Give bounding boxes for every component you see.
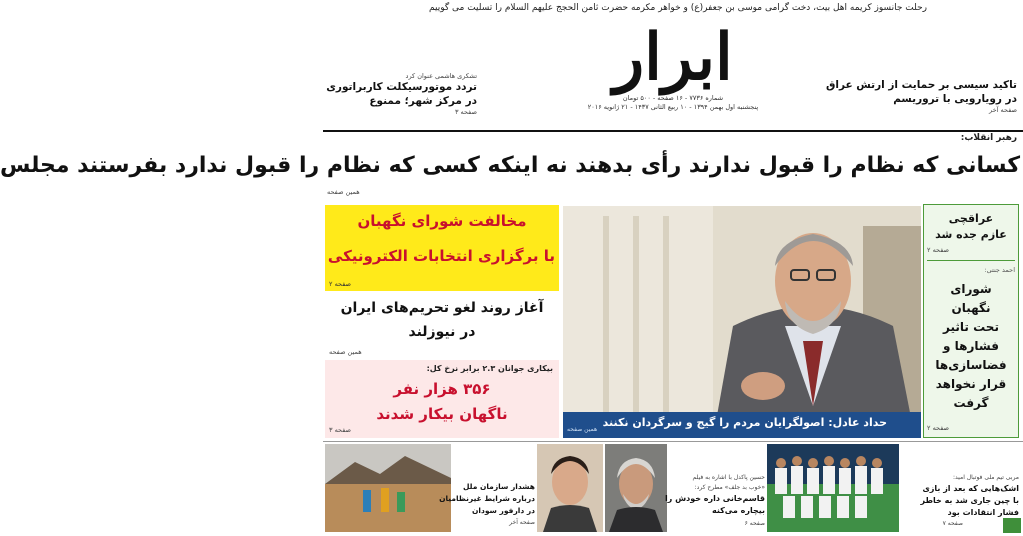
- actor-photo: [537, 444, 603, 532]
- jannati-line-1: شورای: [950, 282, 992, 296]
- jannati-line-6: قرار نخواهد: [935, 377, 1007, 391]
- teaser-sisi-line2: در رویارویی با تروریسم: [893, 93, 1017, 105]
- bottom-strip-divider: [323, 441, 1023, 442]
- pakdel-line1[interactable]: قاسم‌خانی داره خودش را: [664, 494, 765, 503]
- teaser-sisi-page: صفحه آخر: [989, 106, 1017, 114]
- corner-badge: [1003, 518, 1021, 533]
- jannati-line-2: نگهبان: [951, 301, 991, 315]
- football-line2[interactable]: با چین جاری شد به خاطر: [920, 496, 1019, 505]
- teaser-motorcycle-line2: در مرکز شهر؛ ممنوع: [369, 95, 477, 107]
- jannati-line-7: گرفت: [953, 396, 989, 410]
- pakdel-kicker1: حسین پاکدل با اشاره به فیلم: [692, 474, 765, 481]
- teaser-sisi[interactable]: [825, 78, 1017, 114]
- darfur-page: صفحه آخر: [509, 519, 535, 526]
- jannati-line-4: فشارها و: [943, 339, 999, 353]
- yellow-story-line2: با برگزاری انتخابات الکترونیکی: [327, 247, 555, 265]
- unemployment-kicker: بیکاری جوانان ۲.۳ برابر نرخ کل:: [426, 364, 553, 373]
- darfur-line3[interactable]: در دارفور سودان: [472, 506, 535, 515]
- issue-date: پنجشنبه اول بهمن ۱۳۹۴ - ۱۰ ربیع الثانی ۱۴۳۷ - ۲۱ ژانویه ۲۰۱۶: [587, 103, 759, 111]
- actor-illustration: [537, 444, 603, 532]
- football-line3[interactable]: فشار انتقادات بود: [947, 508, 1019, 517]
- newspaper-logo: ابرار: [613, 20, 733, 95]
- darfur-illustration: [325, 444, 451, 532]
- main-headline[interactable]: کسانی که نظام را قبول ندارند رأی بدهند نه اینکه کسی که نظام را قبول ندارد بفرستند مجلس: [0, 153, 1020, 178]
- jannati-kicker: احمد جنتی:: [984, 266, 1015, 274]
- darfur-line2[interactable]: درباره شرایط غیرنظامیان: [439, 494, 535, 503]
- jannati-line-3: تحت تاثیر: [943, 320, 999, 334]
- photo-caption[interactable]: حداد عادل: اصولگرایان مردم را گیج و سرگردان نکنند: [602, 416, 887, 429]
- pakdel-kicker2: «خوب بد جلف» مطرح کرد:: [694, 484, 765, 491]
- jannati-line-5: فضاسازی‌ها: [935, 358, 1007, 372]
- yellow-story-line1: مخالفت شورای نگهبان: [357, 212, 527, 230]
- unemployment-page: صفحه ۳: [329, 426, 352, 434]
- yellow-story-page: صفحه ۲: [329, 280, 352, 288]
- unemployment-line2: ناگهان بیکار شدند: [376, 405, 508, 423]
- main-photo: [563, 206, 921, 438]
- sanctions-story-page: همین صفحه: [329, 348, 362, 356]
- teaser-motorcycle-kicker: تشکری هاشمی عنوان کرد: [405, 72, 477, 80]
- football-line1[interactable]: اشک‌هایی که بعد از بازی: [922, 484, 1019, 493]
- araghchi-headline-line1: عراقچی: [948, 212, 994, 225]
- dedication-line: رحلت جانسوز کریمه اهل بیت، دخت گرامی موسی بن جعفر(ع) و خواهر مکرمه حضرت ثامن الحجج علیهم السلام را تسلیت می گوییم: [429, 3, 927, 13]
- araghchi-page: صفحه ۲: [927, 246, 950, 254]
- teaser-motorcycle-page: صفحه ۳: [454, 108, 477, 116]
- portrait-illustration: [563, 206, 921, 438]
- teaser-motorcycle-line1: تردد موتورسیکلت کاربراتوری: [326, 81, 477, 93]
- teaser-sisi-line1: تاکید سیسی بر حمایت از ارتش عراق: [825, 79, 1017, 91]
- teaser-motorcycle[interactable]: [327, 72, 477, 116]
- issue-info: شماره ۷۷۳۶ - ۱۶ صفحه - ۵۰۰ تومان: [622, 94, 724, 102]
- pakdel-line2[interactable]: بیچاره می‌کنه: [712, 506, 765, 515]
- sanctions-story-line1[interactable]: آغاز روند لغو تحریم‌های ایران: [340, 300, 544, 316]
- football-kicker: مربی تیم ملی فوتبال امید:: [953, 474, 1019, 481]
- main-kicker: رهبر انقلاب:: [960, 133, 1017, 143]
- football-team-photo: [767, 444, 899, 532]
- darfur-line1[interactable]: هشدار سازمان ملل: [462, 482, 535, 491]
- araghchi-headline-line2: عازم جده شد: [935, 228, 1007, 241]
- right-box-divider: [927, 260, 1015, 261]
- sanctions-story-line2[interactable]: در نیوزلند: [408, 324, 476, 340]
- pakdel-page: صفحه ۶: [744, 520, 765, 527]
- masthead-divider: [323, 130, 1023, 132]
- football-team-illustration: [767, 444, 899, 532]
- unemployment-line1: ۳۵۶ هزار نفر: [393, 380, 491, 398]
- photo-page-ref: همین صفحه: [567, 426, 598, 433]
- pakdel-illustration: [605, 444, 667, 532]
- football-page: صفحه ۷: [942, 520, 963, 527]
- main-page-ref: همین صفحه: [327, 188, 360, 196]
- darfur-photo: [325, 444, 451, 532]
- jannati-page: صفحه ۲: [927, 424, 950, 432]
- pakdel-photo: [605, 444, 667, 532]
